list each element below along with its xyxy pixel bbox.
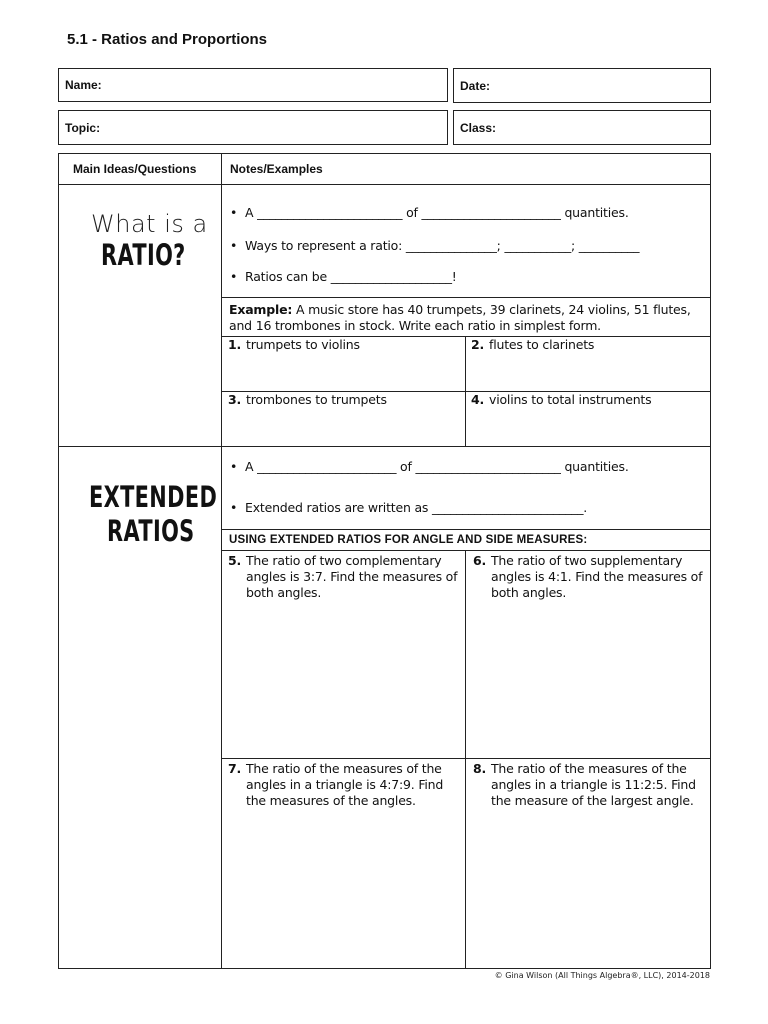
notes-header: Notes/Examples (230, 162, 323, 176)
divider (221, 297, 710, 298)
topic-field[interactable] (58, 110, 448, 145)
cell-divider (465, 336, 466, 446)
what-is-a-label: What is a (91, 210, 208, 238)
problem-6: 6. The ratio of two supplementary angles is 4:1. Find the measures of both angles. (473, 553, 703, 600)
ratio-bullet-3: • Ratios can be ____________________! (230, 269, 457, 284)
extended-bullet-2: • Extended ratios are written as _________________________. (230, 500, 588, 515)
problem-1: 1. trumpets to violins (228, 337, 360, 352)
date-label: Date: (460, 78, 491, 93)
example-text: Example: A music store has 40 trumpets, 39 clarinets, 24 violins, 51 flutes, and 16 trombones in stock. Write each ratio in simplest form. (229, 302, 691, 333)
extended-bullet-1: • A _______________________ of ________________________ quantities. (230, 459, 629, 474)
class-label: Class: (460, 120, 497, 135)
ratio-bullet-1: • A ________________________ of _______________________ quantities. (230, 205, 629, 220)
topic-label: Topic: (65, 120, 101, 135)
date-field[interactable] (453, 68, 711, 103)
main-ideas-header: Main Ideas/Questions (73, 162, 197, 176)
divider (221, 529, 710, 530)
page-title: 5.1 - Ratios and Proportions (67, 31, 268, 48)
bullet-icon: • (230, 269, 238, 284)
bullet-icon: • (230, 238, 238, 253)
class-field[interactable] (453, 110, 711, 145)
extended-subheading: USING EXTENDED RATIOS FOR ANGLE AND SIDE MEASURES: (229, 534, 588, 546)
bullet-icon: • (230, 459, 238, 474)
ratio-heading: RATIO? (101, 238, 186, 272)
name-label: Name: (65, 78, 102, 92)
problem-2: 2. flutes to clarinets (471, 337, 595, 352)
name-field[interactable] (58, 68, 448, 102)
bullet-icon: • (230, 500, 238, 515)
bullet-icon: • (230, 205, 238, 220)
extended-heading: EXTENDED (89, 480, 218, 514)
notes-table (58, 153, 711, 969)
problem-7: 7. The ratio of the measures of the angles in a triangle is 4:7:9. Find the measures of the angles. (228, 761, 444, 808)
section-divider (59, 446, 710, 447)
copyright-footer: © Gina Wilson (All Things Algebra®, LLC), 2014-2018 (494, 971, 710, 980)
problem-8: 8. The ratio of the measures of the angles in a triangle is 11:2:5. Find the measure of the largest angle. (473, 761, 696, 808)
problem-4: 4. violins to total instruments (471, 392, 652, 407)
cell-divider (465, 550, 466, 968)
ratios-heading: RATIOS (107, 514, 195, 548)
ratio-bullet-2: • Ways to represent a ratio: _______________; ___________; __________ (230, 238, 640, 253)
divider (59, 184, 710, 185)
problem-3: 3. trombones to trumpets (228, 392, 387, 407)
column-divider (221, 154, 222, 968)
problem-5: 5. The ratio of two complementary angles is 3:7. Find the measures of both angles. (228, 553, 458, 600)
